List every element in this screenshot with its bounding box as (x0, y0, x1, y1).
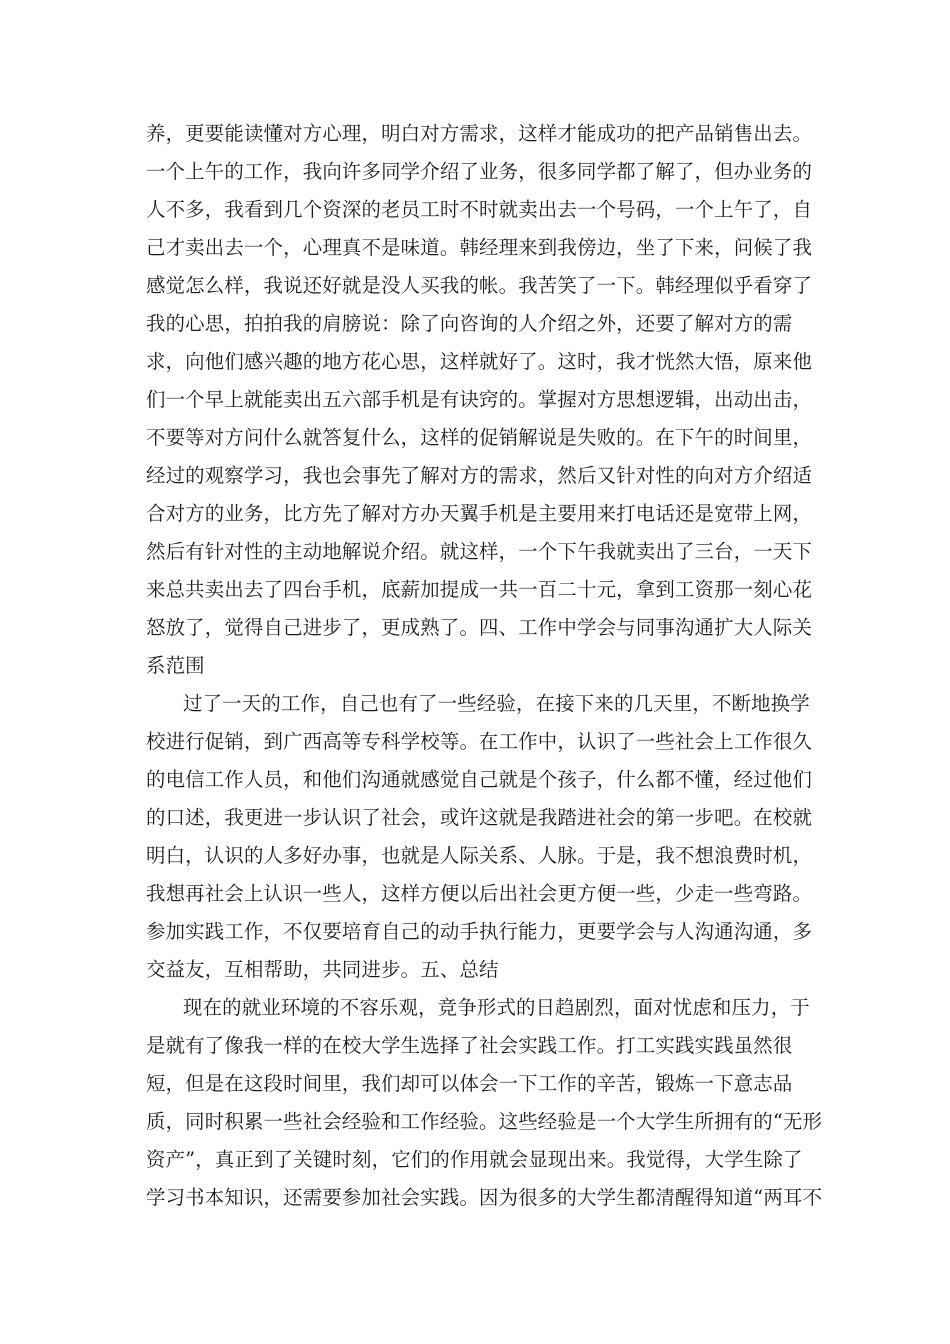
text-line: 经过的观察学习，我也会事先了解对方的需求，然后又针对性的向对方介绍适 (146, 464, 813, 487)
paragraph-first-line: 过了一天的工作，自己也有了一些经验，在接下来的几天里，不断地换学 (183, 692, 810, 715)
text-line: 系范围 (146, 654, 205, 677)
text-line: 我的心思，拍拍我的肩膀说：除了向咨询的人介绍之外，还要了解对方的需 (146, 312, 793, 335)
text-line: 校进行促销，到广西高等专科学校等。在工作中，认识了一些社会上工作很久 (146, 730, 813, 753)
text-line: 养，更要能读懂对方心理，明白对方需求，这样才能成功的把产品销售出去。 (146, 122, 813, 145)
text-line: 们一个早上就能卖出五六部手机是有诀窍的。掌握对方思想逻辑，出动出击， (146, 388, 813, 411)
text-line: 己才卖出去一个，心理真不是味道。韩经理来到我傍边，坐了下来，问候了我 (146, 236, 813, 259)
text-line: 来总共卖出去了四台手机，底薪加提成一共一百二十元，拿到工资那一刻心花 (146, 578, 813, 601)
text-line: 交益友，互相帮助，共同进步。五、总结 (146, 958, 499, 981)
text-line: 感觉怎么样，我说还好就是没人买我的帐。我苦笑了一下。韩经理似乎看穿了 (146, 274, 813, 297)
text-line: 是就有了像我一样的在校大学生选择了社会实践工作。打工实践实践虽然很 (146, 1034, 793, 1057)
text-line: 求，向他们感兴趣的地方花心思，这样就好了。这时，我才恍然大悟，原来他 (146, 350, 813, 373)
text-line: 人不多，我看到几个资深的老员工时不时就卖出去一个号码，一个上午了，自 (146, 198, 813, 221)
text-line: 的口述，我更进一步认识了社会，或许这就是我踏进社会的第一步吧。在校就 (146, 806, 813, 829)
text-line: 质，同时积累一些社会经验和工作经验。这些经验是一个大学生所拥有的“无形 (146, 1110, 823, 1133)
text-line: 的电信工作人员，和他们沟通就感觉自己就是个孩子，什么都不懂，经过他们 (146, 768, 813, 791)
text-line: 怒放了，觉得自己进步了，更成熟了。四、工作中学会与同事沟通扩大人际关 (146, 616, 813, 639)
paragraph-first-line: 现在的就业环境的不容乐观，竞争形式的日趋剧烈，面对忧虑和压力，于 (183, 996, 810, 1019)
text-line: 资产”，真正到了关键时刻，它们的作用就会显现出来。我觉得，大学生除了 (146, 1148, 803, 1171)
text-line: 参加实践工作，不仅要培育自己的动手执行能力，更要学会与人沟通沟通，多 (146, 920, 813, 943)
text-line: 不要等对方问什么就答复什么，这样的促销解说是失败的。在下午的时间里， (146, 426, 813, 449)
text-line: 学习书本知识，还需要参加社会实践。因为很多的大学生都清醒得知道“两耳不 (146, 1186, 823, 1209)
text-line: 我想再社会上认识一些人，这样方便以后出社会更方便一些，少走一些弯路。 (146, 882, 813, 905)
text-line: 一个上午的工作，我向许多同学介绍了业务，很多同学都了解了，但办业务的 (146, 160, 813, 183)
text-line: 合对方的业务，比方先了解对方办天翼手机是主要用来打电话还是宽带上网， (146, 502, 813, 525)
text-line: 明白，认识的人多好办事，也就是人际关系、人脉。于是，我不想浪费时机， (146, 844, 813, 867)
text-line: 短，但是在这段时间里，我们却可以体会一下工作的辛苦，锻炼一下意志品 (146, 1072, 793, 1095)
text-line: 然后有针对性的主动地解说介绍。就这样，一个下午我就卖出了三台，一天下 (146, 540, 813, 563)
